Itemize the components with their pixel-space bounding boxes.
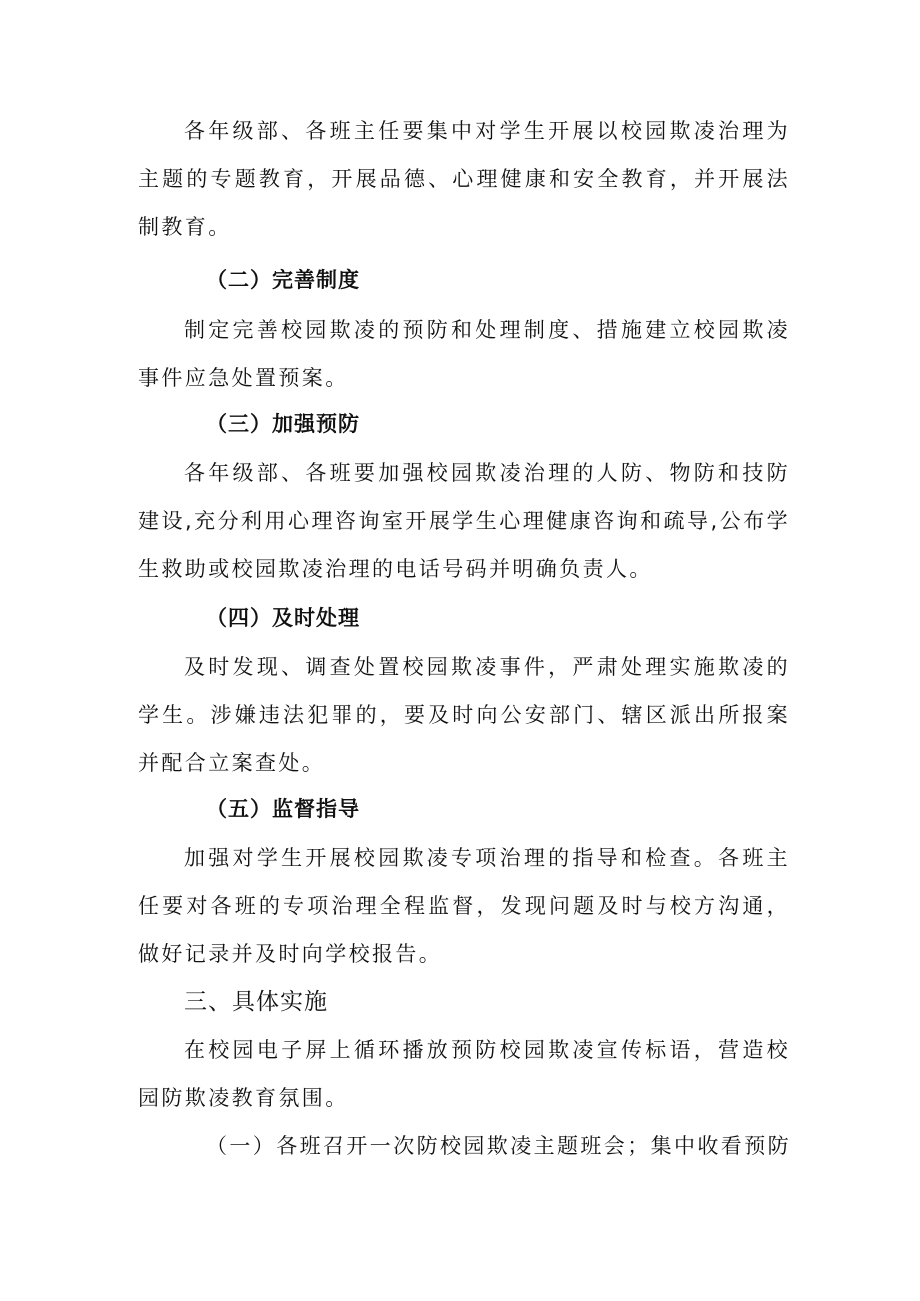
heading-improve-system: （二）完善制度 (206, 268, 360, 292)
heading-strengthen-prevention: （三）加强预防 (206, 412, 360, 436)
paragraph-improve-system: 制定完善校园欺凌的预防和处理制度、措施建立校园欺凌事件应急处置预案。 (138, 318, 790, 390)
paragraph-strengthen-prevention: 各年级部、各班要加强校园欺凌治理的人防、物防和技防建设,充分利用心理咨询室开展学生心理健康咨询和疏导,公布学生救助或校园欺凌治理的电话号码并明确负责人。 (138, 461, 790, 581)
paragraph-supervision: 加强对学生开展校园欺凌专项治理的指导和检查。各班主任要对各班的专项治理全程监督，发现问题及时与校方沟通，做好记录并及时向学校报告。 (138, 846, 790, 966)
heading-supervision: （五）监督指导 (206, 797, 360, 821)
paragraph-class-meeting: （一）各班召开一次防校园欺凌主题班会；集中收看预防 (206, 1134, 791, 1158)
paragraph-timely-handling: 及时发现、调查处置校园欺凌事件，严肃处理实施欺凌的学生。涉嫌违法犯罪的，要及时向公安部门、辖区派出所报案并配合立案查处。 (138, 655, 790, 775)
paragraph-education: 各年级部、各班主任要集中对学生开展以校园欺凌治理为主题的专题教育，开展品德、心理健康和安全教育，并开展法制教育。 (138, 119, 790, 239)
section-heading-implementation: 三、具体实施 (184, 989, 328, 1015)
heading-timely-handling: （四）及时处理 (206, 606, 360, 630)
paragraph-implementation: 在校园电子屏上循环播放预防校园欺凌宣传标语，营造校园防欺凌教育氛围。 (138, 1038, 790, 1110)
